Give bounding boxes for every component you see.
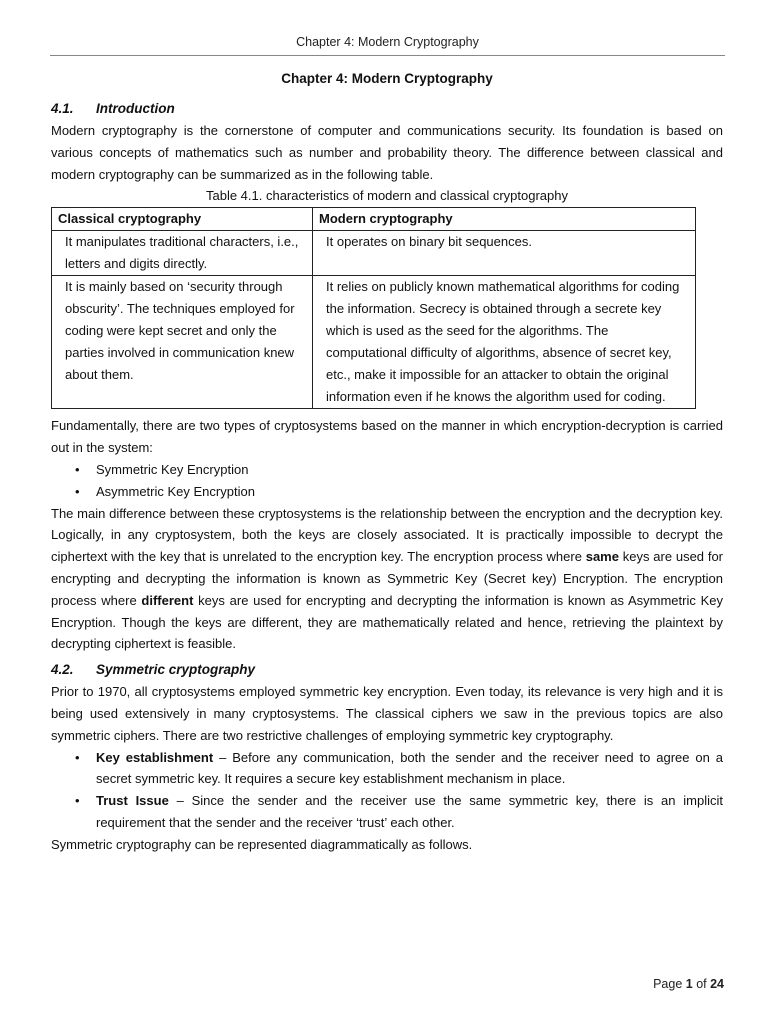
list-item: • Asymmetric Key Encryption — [75, 481, 723, 503]
section-heading-introduction — [51, 98, 723, 120]
closing-paragraph: Symmetric cryptography can be represented diagrammatically as follows. — [51, 836, 473, 852]
column-header-classical: Classical cryptography — [52, 208, 313, 231]
section-number: 4.1. — [51, 101, 74, 116]
text-run: keys are used for encrypting and decrypting the information is known as Asymmetric Key Encryption. Though the keys are different, they are mathematically related and hence, retrieving the plaintext by decrypting ciphertext is feasible. — [51, 592, 723, 652]
section-title: Symmetric cryptography — [96, 662, 256, 678]
cryptosystem-types-paragraph: Fundamentally, there are two types of cryptosystems based on the manner in which encryption-decryption is carried out in the system: — [51, 418, 723, 456]
chapter-title: Chapter 4: Modern Cryptography — [281, 71, 493, 86]
section-number: 4.2. — [51, 662, 74, 678]
symmetric-intro-paragraph: Prior to 1970, all cryptosystems employed symmetric key encryption. Even today, its relevance is very high and it is being used extensively in many cryptosystems. The classical ciphers we saw in the previous topics are also symmetric ciphers. There are two restrictive challenges of employing symmetric key cryptography. — [51, 684, 723, 743]
table-row — [52, 231, 696, 276]
page-label: Page — [653, 977, 686, 991]
list-item: • Symmetric Key Encryption — [75, 459, 723, 481]
section-title: Introduction — [96, 101, 175, 116]
running-header: Chapter 4: Modern Cryptography — [296, 35, 479, 49]
comparison-table — [51, 207, 696, 409]
table-header-row — [52, 208, 696, 231]
emphasis-different: different — [141, 592, 194, 608]
text-run: The main difference between these cryptosystems is the relationship between the encryption and the decryption key. Logically, in any cryptosystem, both the keys are closely associated. It is practically impossible to decrypt the ciphertext with the key that is unrelated to the encryption key. The encryption process where — [51, 505, 723, 565]
header-rule — [50, 55, 725, 56]
table-cell: It relies on publicly known mathematical algorithms for coding the information. Secrecy is obtained through a secrete key which is used as the seed for the algorithms. The computational difficulty of algorithms, absence of secret key, etc., make it impossible for an attacker to obtain the original information even if he knows the algorithm used for coding. — [313, 276, 696, 409]
emphasis-same: same — [585, 549, 619, 565]
page-body — [51, 66, 723, 856]
page-current: 1 — [685, 977, 693, 991]
table-cell: It is mainly based on ‘security through obscurity’. The techniques employed for coding were kept secret and only the parties involved in communication knew about them. — [52, 276, 313, 409]
page-of: of — [692, 977, 711, 991]
table-row — [52, 276, 696, 409]
page-total: 24 — [710, 977, 724, 991]
challenges-list — [51, 747, 723, 834]
table-cell: It manipulates traditional characters, i.e., letters and digits directly. — [52, 231, 313, 276]
challenge-text: – Since the sender and the receiver use the same symmetric key, there is an implicit requirement that the sender and the receiver ‘trust’ each other. — [96, 793, 723, 830]
table-cell: It operates on binary bit sequences. — [313, 231, 696, 276]
challenge-term: Trust Issue — [96, 793, 169, 809]
cryptosystem-types-list — [51, 459, 723, 503]
column-header-modern: Modern cryptography — [313, 208, 696, 231]
table-caption: Table 4.1. characteristics of modern and classical cryptography — [205, 188, 568, 204]
intro-paragraph: Modern cryptography is the cornerstone of computer and communications security. Its foundation is based on various concepts of mathematics such as number and probability theory. The difference between classical and modern cryptography can be summarized as in the following table. — [51, 123, 723, 182]
page-number — [653, 977, 724, 991]
list-item — [75, 747, 723, 791]
key-difference-paragraph — [51, 503, 723, 656]
challenge-text: – Before any communication, both the sender and the receiver need to agree on a secret symmetric key. It requires a secure key establishment mechanism in place. — [96, 749, 724, 787]
challenge-term: Key establishment — [96, 749, 214, 765]
list-item — [75, 790, 723, 834]
section-heading-symmetric — [51, 659, 723, 681]
text-run: keys are used for encrypting and decrypting the information is known as Symmetric Key (Secret key) Encryption. The encryption process where — [51, 549, 723, 608]
